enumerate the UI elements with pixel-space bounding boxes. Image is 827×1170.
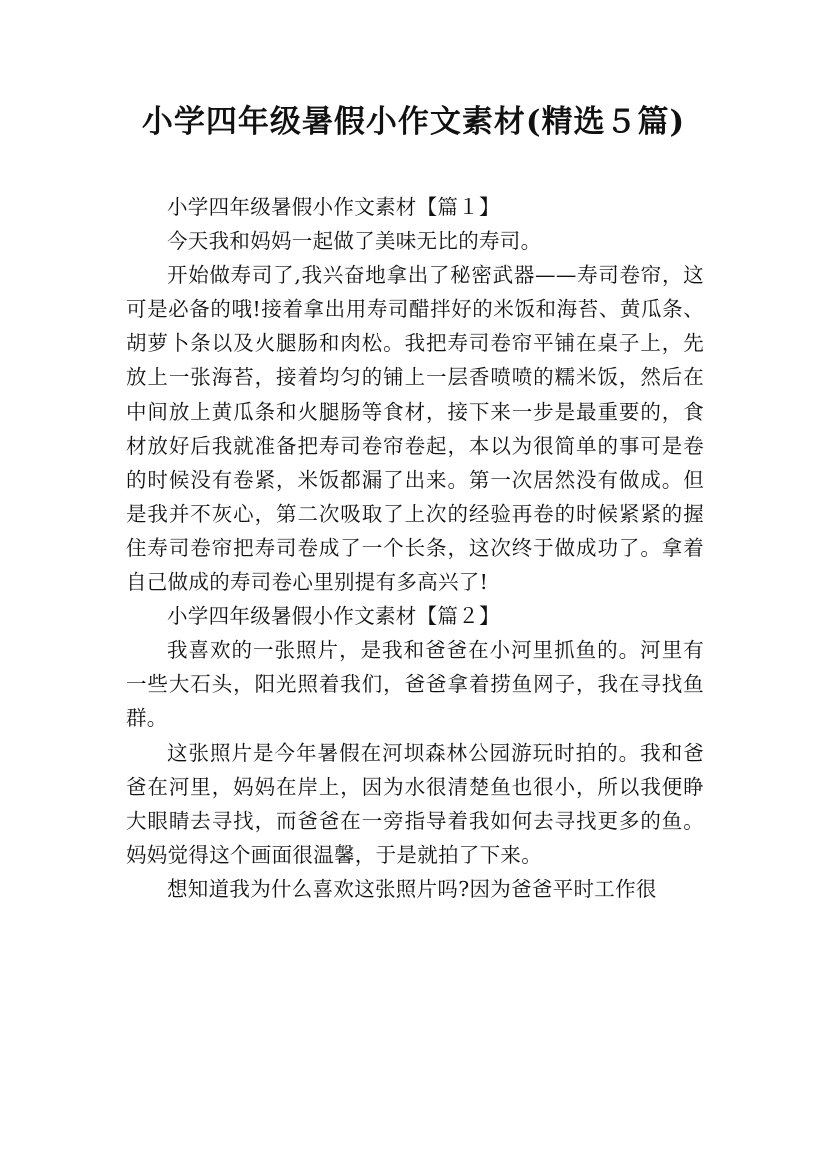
paragraph: 开始做寿司了,我兴奋地拿出了秘密武器——寿司卷帘，这可是必备的哦!接着拿出用寿司醋拌好的米饭和海苔、黄瓜条、胡萝卜条以及火腿肠和肉松。我把寿司卷帘平铺在桌子上，先放上一张海苔，接着均匀的铺上一层香喷喷的糯米饭，然后在中间放上黄瓜条和火腿肠等食材，接下来一步是最重要的，食材放好后我就准备把寿司卷帘卷起，本以为很简单的事可是卷的时候没有卷紧，米饭都漏了出来。第一次居然没有做成。但是我并不灰心，第二次吸取了上次的经验再卷的时候紧紧的握住寿司卷帘把寿司卷成了一个长条，这次终于做成功了。拿着自己做成的寿司卷心里别提有多高兴了! bbox=[126, 263, 704, 595]
document-title: 小学四年级暑假小作文素材(精选５篇) bbox=[141, 104, 686, 140]
paragraph: 我喜欢的一张照片，是我和爸爸在小河里抓鱼的。河里有一些大石头，阳光照着我们，爸爸拿着捞鱼网子，我在寻找鱼群。 bbox=[126, 638, 704, 731]
paragraph: 这张照片是今年暑假在河坝森林公园游玩时拍的。我和爸爸在河里，妈妈在岸上，因为水很清楚鱼也很小，所以我便睁大眼睛去寻找，而爸爸在一旁指导着我如何去寻找更多的鱼。妈妈觉得这个画面很温馨，于是就拍了下来。 bbox=[126, 740, 704, 867]
section-heading-2: 小学四年级暑假小作文素材【篇２】 bbox=[167, 604, 500, 629]
paragraph: 想知道我为什么喜欢这张照片吗?因为爸爸平时工作很 bbox=[167, 876, 657, 901]
paragraph: 今天我和妈妈一起做了美味无比的寿司。 bbox=[167, 229, 542, 254]
section-heading-1: 小学四年级暑假小作文素材【篇１】 bbox=[167, 195, 500, 219]
document-body bbox=[126, 190, 704, 906]
